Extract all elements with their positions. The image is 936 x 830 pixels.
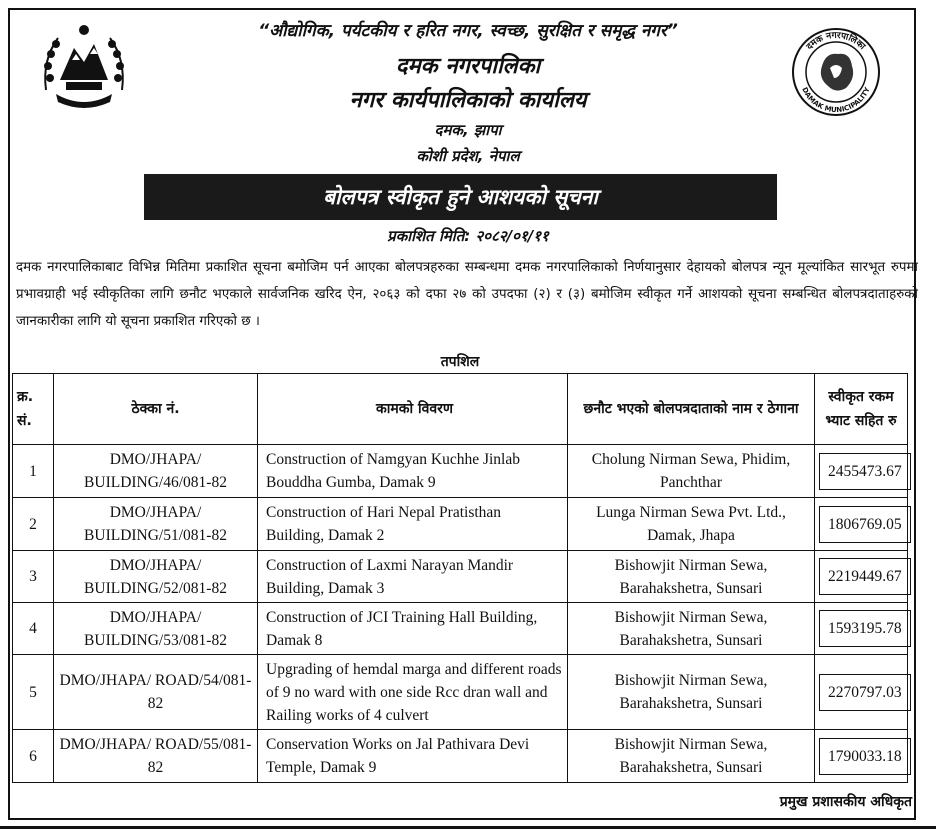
amount-value: 1790033.18: [819, 738, 911, 775]
amount-value: 2455473.67: [819, 453, 911, 490]
cell-serial-number: 2: [13, 498, 54, 551]
cell-contract-number: DMO/JHAPA/ ROAD/54/081-82: [54, 655, 258, 730]
table-row: [13, 730, 908, 783]
cell-approved-amount: [815, 730, 908, 783]
contracts-table: [12, 373, 908, 783]
bottom-rule: [0, 826, 936, 829]
cell-approved-amount: [815, 603, 908, 655]
signatory-title: प्रमुख प्रशासकीय अधिकृत: [779, 794, 912, 810]
city-address: दमक, झापा: [434, 121, 502, 139]
cell-approved-amount: [815, 551, 908, 603]
notice-title: बोलपत्र स्वीकृत हुने आशयको सूचना: [144, 174, 777, 220]
cell-contract-number: DMO/JHAPA/ BUILDING/52/081-82: [54, 551, 258, 603]
cell-selected-bidder: Bishowjit Nirman Sewa, Barahakshetra, Sunsari: [568, 551, 815, 603]
office-name: नगर कार्यपालिकाको कार्यालय: [349, 88, 587, 113]
cell-serial-number: 4: [13, 603, 54, 655]
cell-serial-number: 6: [13, 730, 54, 783]
cell-contract-number: DMO/JHAPA/ BUILDING/46/081-82: [54, 445, 258, 498]
table-row: [13, 551, 908, 603]
cell-serial-number: 5: [13, 655, 54, 730]
cell-selected-bidder: Cholung Nirman Sewa, Phidim, Panchthar: [568, 445, 815, 498]
table-row: [13, 445, 908, 498]
header-approved-amount: स्वीकृत रकम भ्याट सहित रु: [815, 374, 908, 445]
table-row: [13, 498, 908, 551]
cell-selected-bidder: Lunga Nirman Sewa Pvt. Ltd., Damak, Jhapa: [568, 498, 815, 551]
cell-work-description: Upgrading of hemdal marga and different roads of 9 no ward with one side Rcc dran wall and Railing works of 4 culvert: [258, 655, 568, 730]
published-date: प्रकाशित मिति: २०८२/०१/११: [387, 227, 549, 245]
amount-value: 1806769.05: [819, 506, 911, 543]
cell-work-description: Construction of JCI Training Hall Building, Damak 8: [258, 603, 568, 655]
cell-selected-bidder: Bishowjit Nirman Sewa, Barahakshetra, Sunsari: [568, 655, 815, 730]
seal-bottom-text: DAMAK MUNICIPALITY: [800, 86, 872, 115]
cell-contract-number: DMO/JHAPA/ BUILDING/51/081-82: [54, 498, 258, 551]
schedule-label: तपशिल: [440, 354, 480, 370]
cell-serial-number: 3: [13, 551, 54, 603]
province-address: कोशी प्रदेश, नेपाल: [416, 147, 520, 165]
cell-contract-number: DMO/JHAPA/ ROAD/55/081-82: [54, 730, 258, 783]
cell-contract-number: DMO/JHAPA/ BUILDING/53/081-82: [54, 603, 258, 655]
amount-value: 2270797.03: [819, 674, 911, 711]
cell-approved-amount: [815, 655, 908, 730]
cell-selected-bidder: Bishowjit Nirman Sewa, Barahakshetra, Sunsari: [568, 730, 815, 783]
cell-approved-amount: [815, 445, 908, 498]
cell-work-description: Conservation Works on Jal Pathivara Devi Temple, Damak 9: [258, 730, 568, 783]
cell-work-description: Construction of Laxmi Narayan Mandir Building, Damak 3: [258, 551, 568, 603]
seal-top-text: दमक नगरपालिका: [804, 30, 867, 53]
cell-serial-number: 1: [13, 445, 54, 498]
cell-approved-amount: [815, 498, 908, 551]
municipality-motto: “औद्योगिक, पर्यटकीय र हरित नगर, स्वच्छ, सुरक्षित र समृद्ध नगर”: [258, 21, 678, 41]
amount-value: 1593195.78: [819, 610, 911, 647]
cell-selected-bidder: Bishowjit Nirman Sewa, Barahakshetra, Sunsari: [568, 603, 815, 655]
header-selected-bidder: छनौट भएको बोलपत्रदाताको नाम र ठेगाना: [568, 374, 815, 445]
table-header-row: [13, 374, 908, 445]
amount-value: 2219449.67: [819, 558, 911, 595]
table-row: [13, 603, 908, 655]
municipality-name: दमक नगरपालिका: [395, 54, 541, 79]
header-serial-number: क्र. सं.: [13, 374, 54, 445]
cell-work-description: Construction of Namgyan Kuchhe Jinlab Bouddha Gumba, Damak 9: [258, 445, 568, 498]
header-work-description: कामको विवरण: [258, 374, 568, 445]
cell-work-description: Construction of Hari Nepal Pratisthan Building, Damak 2: [258, 498, 568, 551]
table-row: [13, 655, 908, 730]
header-contract-number: ठेक्का नं.: [54, 374, 258, 445]
notice-body: दमक नगरपालिकाबाट विभिन्न मितिमा प्रकाशित सूचना बमोजिम पर्न आएका बोलपत्रहरुका सम्बन्धमा दमक नगरपालिकाको निर्णयानुसार देहायको बोलपत्र न्यून मूल्यांकित सारभूत रुपमा प्रभावग्राही भई स्वीकृतिका लागि छनौट भएकाले सार्वजनिक खरिद ऐन, २०६३ को दफा २७ को उपदफा (२) र (३) बमोजिम स्वीकृत गर्ने आशयको सूचना सम्बन्धित बोलपत्रदाताहरुको जानकारीका लागि यो सूचना प्रकाशित गरिएको छ ।: [16, 260, 918, 329]
